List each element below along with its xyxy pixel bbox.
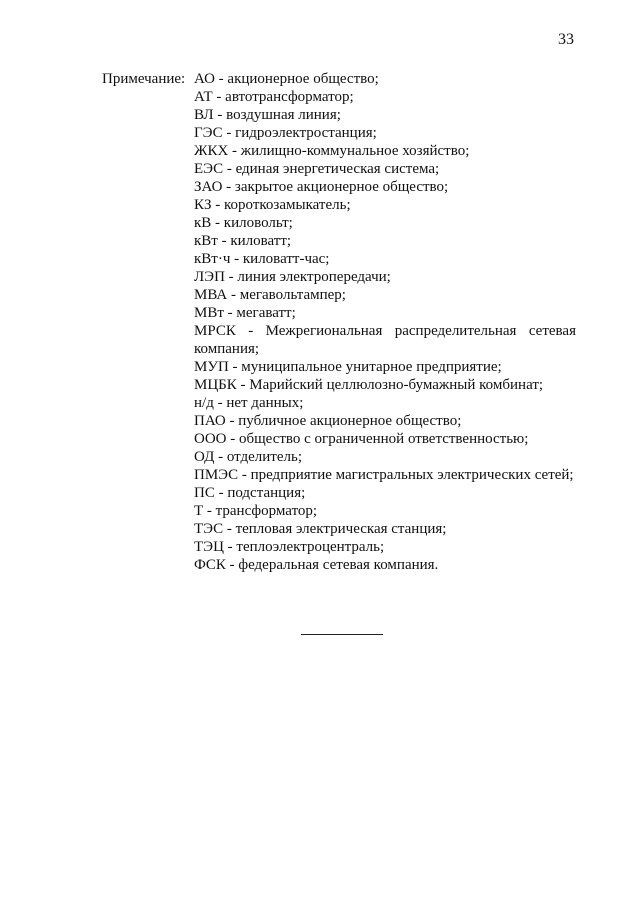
abbreviation-item: кВт·ч - киловатт-час; <box>194 251 330 267</box>
abbreviation-item: МУП - муниципальное унитарное предприятие; <box>194 359 502 375</box>
note-label: Примечание: <box>102 71 186 87</box>
abbreviation-item: ЕЭС - единая энергетическая система; <box>194 161 440 177</box>
abbreviation-item: ЖКХ - жилищно-коммунальное хозяйство; <box>194 143 470 159</box>
abbreviation-item: ЗАО - закрытое акционерное общество; <box>194 179 449 195</box>
abbreviation-item: кВ - киловольт; <box>194 215 293 231</box>
abbreviation-item: ГЭС - гидроэлектростанция; <box>194 125 377 141</box>
abbreviation-item: ФСК - федеральная сетевая компания. <box>194 557 439 573</box>
abbreviation-item: ВЛ - воздушная линия; <box>194 107 341 123</box>
abbreviation-item: ПМЭС - предприятие магистральных электрических сетей; <box>194 467 574 483</box>
abbreviation-item: КЗ - короткозамыкатель; <box>194 197 351 213</box>
abbreviation-item: кВт - киловатт; <box>194 233 292 249</box>
abbreviation-item: МВА - мегавольтампер; <box>194 287 346 303</box>
abbreviation-item: ЛЭП - линия электропередачи; <box>194 269 391 285</box>
abbreviation-item: МВт - мегаватт; <box>194 305 296 321</box>
abbreviation-item: ОД - отделитель; <box>194 449 302 465</box>
abbreviation-item: МРСК - Межрегиональная распределительная сетевая компания; <box>194 323 576 357</box>
abbreviation-item: ТЭЦ - теплоэлектроцентраль; <box>194 539 385 555</box>
page-number: 33 <box>558 31 574 48</box>
abbreviation-item: н/д - нет данных; <box>194 395 304 411</box>
abbreviation-item: Т - трансформатор; <box>194 503 318 519</box>
abbreviation-item: АО - акционерное общество; <box>194 71 379 87</box>
abbreviation-item: АТ - автотрансформатор; <box>194 89 354 105</box>
abbreviation-list <box>194 70 576 574</box>
abbreviation-item: МЦБК - Марийский целлюлозно-бумажный комбинат; <box>194 377 544 393</box>
abbreviation-item: ПС - подстанция; <box>194 485 306 501</box>
end-divider <box>301 634 383 635</box>
abbreviation-item: ООО - общество с ограниченной ответственностью; <box>194 431 529 447</box>
abbreviation-item: ТЭС - тепловая электрическая станция; <box>194 521 447 537</box>
abbreviation-item: ПАО - публичное акционерное общество; <box>194 413 462 429</box>
